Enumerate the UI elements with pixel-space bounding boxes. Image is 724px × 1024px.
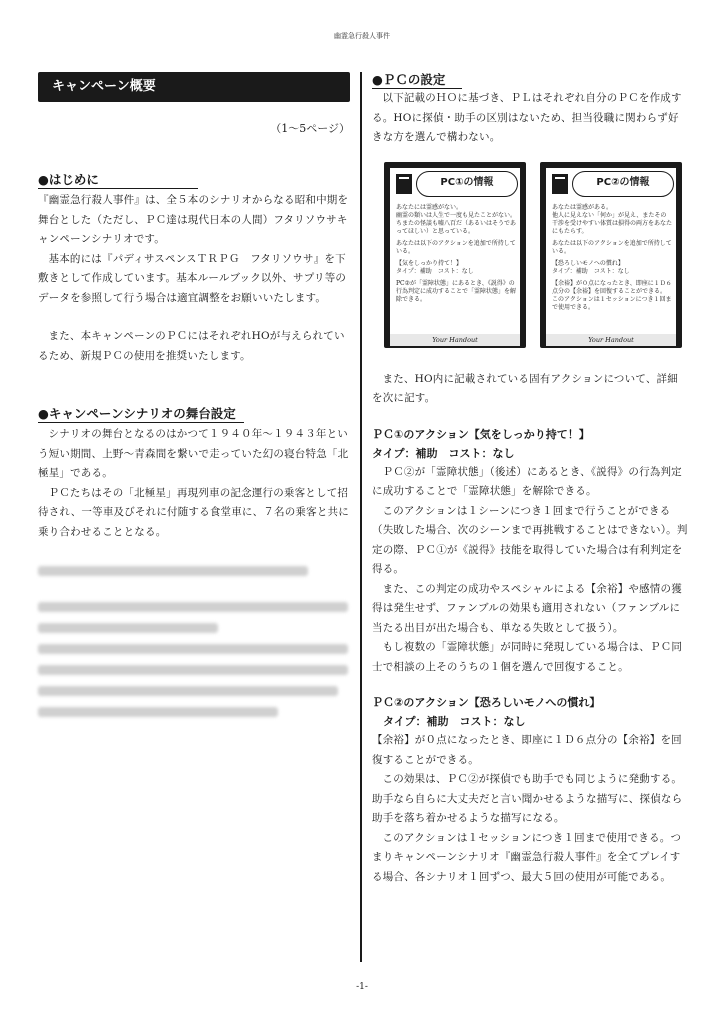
pc1-action-heading: ＰＣ①のアクション【気をしっかり持て！】 xyxy=(372,427,590,441)
pc1-action-paragraph-2: このアクションは１シーンにつき１回まで行うことができる（失敗した場合、次のシーンまで再挑戦することはできない）。判定の際、ＰＣ①が《説得》技能を取得していた場合は有利判定を得る。 xyxy=(372,504,688,575)
page-number: -1- xyxy=(356,982,368,992)
handout-footer: Your Handout xyxy=(546,334,676,346)
redacted-line xyxy=(38,623,218,633)
pc2-action-paragraph-3: このアクションは１セッションにつき１回まで使用できる。つまりキャンペーンシナリオ『幽霊急行殺人事件』を全てプレイする場合、各シナリオ１回ずつ、最大５回の使用が可能である。 xyxy=(372,831,682,883)
setting-section xyxy=(38,406,350,542)
pc-setting-paragraph: 以下記載のＨＯに基づき、ＰＬはそれぞれ自分のＰＣを作成する。HOに探偵・助手の区別はないため、担当役職に関わらず好きな方を選んで構わない。 xyxy=(372,92,682,143)
handout-body: あなたは霊感がある。 他人に見えない「何か」が見え、またその干渉を受けやすい体質は損得の両方をあなたにもたらす。 あなたは以下のアクションを追加で所持している。 【恐ろしいモノへの慣れ】 タイプ：補助 コスト：なし 【余裕】が０点になったとき、即座に１Ｄ６点分の【余裕】を回復することができる。 このアクションは１セッションにつき１回まで使用できる。 xyxy=(552,203,673,311)
handout-title: PC①の情報 xyxy=(416,171,518,197)
page-range: （1～5ページ） xyxy=(270,122,350,135)
right-column xyxy=(372,72,688,887)
pc-setting-heading: ●ＰＣの設定 xyxy=(372,72,462,89)
pc1-action-section xyxy=(372,425,688,678)
redacted-line xyxy=(38,686,338,696)
pc1-action-type: タイプ：補助 コスト：なし xyxy=(372,446,515,460)
pc2-action-heading: ＰＣ②のアクション【恐ろしいモノへの慣れ】 xyxy=(372,696,601,709)
pc2-action-paragraph-2: この効果は、ＰＣ②が探偵でも助手でも同じように発動する。助手なら自らに大丈夫だと言い聞かせるような描写に、探偵なら助手を落ち着かせるような描写になる。 xyxy=(372,773,683,824)
pc2-action-paragraph-1: 【余裕】が０点になったとき、即座に１Ｄ６点分の【余裕】を回復することができる。 xyxy=(372,734,682,766)
pc1-action-paragraph-1: ＰＣ②が「霊障状態」（後述）にあるとき、《説得》の行為判定に成功することで「霊障状態」を解除できる。 xyxy=(372,465,682,497)
handout-footer: Your Handout xyxy=(390,334,520,346)
column-divider xyxy=(360,72,362,962)
book-icon xyxy=(552,174,568,194)
handout-card-pc1 xyxy=(384,162,526,348)
pc1-action-paragraph-4: もし複数の「霊障状態」が同時に発現している場合は、ＰＣ同士で相談の上そのうちの１個を選んで回復すること。 xyxy=(372,641,683,673)
pc2-action-section xyxy=(372,693,688,887)
redacted-line xyxy=(38,665,348,675)
intro-paragraph-2: 基本的には『パディサスペンスＴＲＰＧ フタリソウサ』を下敷きとして作成しています。基本ルールブック以外、サプリ等のデータを参照して行う場合は適宜調整をお願いいたします。 xyxy=(38,252,347,304)
book-icon xyxy=(396,174,412,194)
intro-heading: ●はじめに xyxy=(38,172,198,189)
intro-section xyxy=(38,172,350,366)
handout-followup: また、HO内に記載されている固有アクションについて、詳細を次に記す。 xyxy=(372,372,678,404)
overview-heading: キャンペーン概要 xyxy=(38,72,350,102)
left-column xyxy=(38,72,350,717)
pc2-action-type: タイプ：補助 コスト：なし xyxy=(383,715,526,728)
handout-body: あなたには霊感がない。 幽霊の類いは人生で一度も見たことがない。ちまたの怪談も嘘八百だ（あるいはそうであってほしい）と思っている。 あなたは以下のアクションを追加で所持している。 【気をしっかり持て！】 タイプ：補助 コスト：なし PC②が「霊障状態」にあるとき、《説得》の行為判定に成功することで「霊障状態」を解除できる。 xyxy=(396,203,517,303)
intro-paragraph-1: 『幽霊急行殺人事件』は、全５本のシナリオからなる昭和中期を舞台とした（ただし、ＰＣ達は現代日本の人間）フタリソウサキャンペーンシナリオです。 xyxy=(38,194,349,245)
handout-title: PC②の情報 xyxy=(572,171,674,197)
redacted-line xyxy=(38,602,348,612)
running-header: 幽霊急行殺人事件 xyxy=(334,32,390,40)
redacted-line xyxy=(38,707,278,717)
setting-heading: ●キャンペーンシナリオの舞台設定 xyxy=(38,406,244,423)
setting-paragraph-2: ＰＣたちはその「北極星」再現列車の記念運行の乗客として招待され、一等車及びそれに付随する食堂車に、７名の乗客と共に乗り合わせることとなる。 xyxy=(38,486,349,538)
handout-cards xyxy=(372,162,688,362)
handout-card-pc2 xyxy=(540,162,682,348)
redacted-line xyxy=(38,566,308,576)
pc1-action-paragraph-3: また、この判定の成功やスペシャルによる【余裕】や感情の獲得は発生せず、ファンブルの効果も適用されない（ファンブルに当たる出目が出た場合も、単なる失敗として扱う）。 xyxy=(372,582,682,634)
redacted-line xyxy=(38,644,348,654)
setting-paragraph-1: シナリオの舞台となるのはかつて１９４０年～１９４３年という短い期間、上野～青森間を繋いで走っていた幻の寝台特急「北極星」である。 xyxy=(38,428,349,479)
intro-paragraph-3: また、本キャンペーンのＰＣにはそれぞれHOが与えられているため、新規ＰＣの使用を推奨いたします。 xyxy=(38,330,345,362)
redacted-block xyxy=(38,566,350,717)
